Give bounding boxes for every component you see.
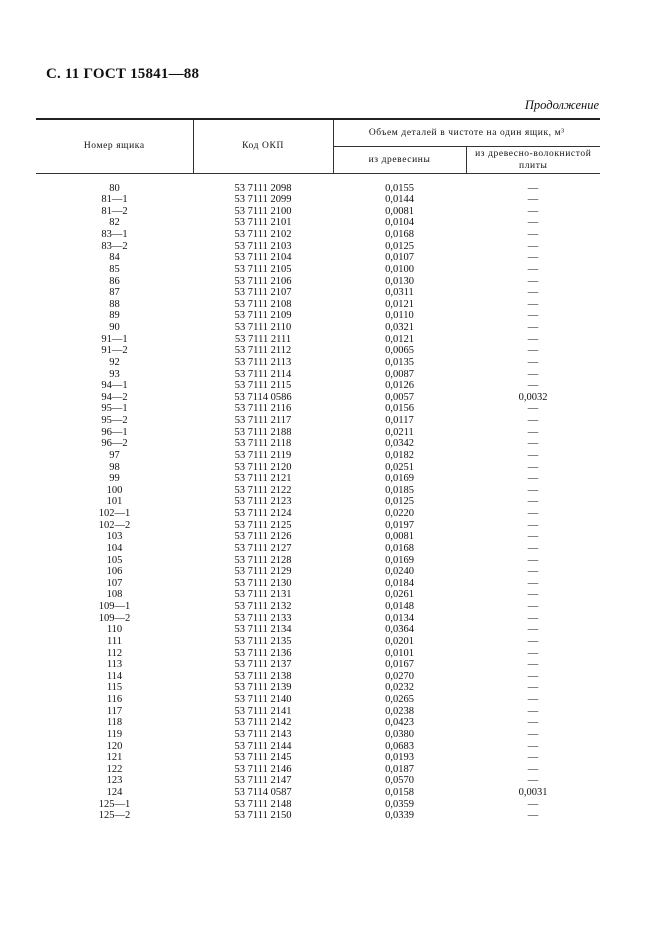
okp-code-cell: 53 7111 2145 [234,752,292,764]
box-number-cell: 103 [106,531,123,543]
box-number-cell: 102—2 [98,519,131,531]
table-row [36,310,600,322]
okp-code-cell: 53 7111 2126 [234,531,292,543]
box-number-cell: 82 [109,217,120,229]
okp-code-cell: 53 7111 2137 [234,659,292,671]
volume-fiberboard-cell: — [527,229,539,240]
box-number-cell: 83—1 [101,229,128,240]
volume-fiberboard-cell: — [527,217,539,229]
box-number-cell: 91—2 [101,345,128,357]
okp-code-cell: 53 7111 2111 [234,333,292,345]
box-number-cell: 98 [109,461,120,473]
header-volume: Объем деталей в чистоте на один ящик, м³ [333,119,600,146]
volume-wood-cell: 0,0342 [385,438,414,450]
okp-code-cell: 53 7111 2107 [234,287,292,299]
box-number-cell: 83—2 [101,240,128,252]
volume-fiberboard-cell: — [527,554,539,566]
box-number-cell: 81—1 [101,194,128,206]
table-row [36,741,600,753]
volume-fiberboard-cell: — [527,496,539,508]
okp-code-cell: 53 7111 2134 [234,624,292,636]
box-number-cell: 87 [109,287,120,299]
table-header [36,119,600,173]
box-number-cell: 109—1 [98,601,131,612]
okp-code-cell: 53 7111 2110 [234,322,292,333]
table-row [36,659,600,671]
okp-code-cell: 53 7111 2105 [234,263,292,275]
header-volume-wood: из древесины [333,146,466,173]
okp-code-cell: 53 7114 0587 [234,787,292,798]
okp-code-cell: 53 7111 2150 [234,810,292,822]
volume-fiberboard-cell: — [527,484,539,496]
volume-wood-cell: 0,0167 [385,659,414,671]
okp-code-cell: 53 7111 2103 [234,240,292,252]
table-row [36,787,600,799]
table-row [36,520,600,532]
okp-code-cell: 53 7111 2135 [234,635,292,647]
volume-fiberboard-cell: — [527,798,539,810]
box-number-cell: 109—2 [98,612,131,624]
volume-fiberboard-cell: — [527,380,539,392]
box-number-cell: 101 [106,496,123,508]
volume-fiberboard-cell: 0,0032 [518,391,548,403]
volume-wood-cell: 0,0144 [385,194,414,206]
page-header: С. 11 ГОСТ 15841—88 [46,66,200,82]
volume-wood-cell: 0,0121 [385,333,414,345]
volume-wood-cell: 0,0057 [385,391,414,403]
box-number-cell: 102—1 [98,508,131,519]
box-number-cell: 95—2 [101,415,128,426]
table-row [36,706,600,718]
volume-fiberboard-cell: — [527,670,539,682]
volume-fiberboard-cell: — [527,182,539,194]
table-row [36,589,600,601]
box-number-cell: 80 [109,182,120,194]
table-row [36,322,600,334]
volume-fiberboard-cell: — [527,449,539,461]
table-body [36,173,600,822]
table-row [36,729,600,741]
box-number-cell: 120 [106,740,123,752]
box-number-cell: 111 [107,635,122,647]
volume-fiberboard-cell: 0,0031 [518,787,548,798]
okp-code-cell: 53 7111 2147 [234,775,292,787]
box-number-cell: 118 [106,717,123,729]
volume-fiberboard-cell: — [527,473,539,485]
volume-wood-cell: 0,0187 [385,763,414,775]
volume-fiberboard-cell: — [527,426,539,438]
volume-fiberboard-cell: — [527,252,539,264]
volume-fiberboard-cell: — [527,519,539,531]
table-row [36,473,600,485]
volume-wood-cell: 0,0169 [385,554,414,566]
table-row [36,636,600,648]
volume-wood-cell: 0,0168 [385,542,414,554]
okp-code-cell: 53 7111 2112 [234,345,292,357]
table-row [36,252,600,264]
table-row [36,543,600,555]
okp-code-cell: 53 7111 2130 [234,577,292,589]
volume-wood-cell: 0,0232 [385,682,414,694]
box-number-cell: 89 [109,310,120,322]
table-row [36,380,600,392]
volume-fiberboard-cell: — [527,287,539,299]
volume-wood-cell: 0,0126 [385,380,414,392]
table-row [36,299,600,311]
volume-fiberboard-cell: — [527,728,539,740]
volume-wood-cell: 0,0100 [385,263,414,275]
table-row [36,799,600,811]
okp-code-cell: 53 7111 2138 [234,670,292,682]
box-number-cell: 93 [109,368,120,380]
volume-wood-cell: 0,0125 [385,240,414,252]
table-row [36,287,600,299]
volume-wood-cell: 0,0081 [385,531,414,543]
volume-wood-cell: 0,0110 [385,310,414,322]
okp-code-cell: 53 7111 2116 [234,403,292,415]
okp-code-cell: 53 7111 2109 [234,310,292,322]
volume-fiberboard-cell: — [527,740,539,752]
volume-fiberboard-cell: — [527,810,539,822]
volume-wood-cell: 0,0168 [385,229,414,240]
box-number-cell: 116 [106,694,123,705]
table-row [36,485,600,497]
volume-fiberboard-cell: — [527,194,539,206]
volume-wood-cell: 0,0087 [385,368,414,380]
header-okp-code: Код ОКП [193,119,333,173]
table-row [36,276,600,288]
okp-code-cell: 53 7111 2115 [234,380,292,392]
okp-code-cell: 53 7111 2118 [234,438,292,450]
table-row [36,682,600,694]
box-number-cell: 124 [106,787,123,798]
okp-code-cell: 53 7111 2132 [234,601,292,612]
table-row [36,775,600,787]
box-number-cell: 92 [109,356,120,368]
volume-wood-cell: 0,0251 [385,461,414,473]
volume-fiberboard-cell: — [527,682,539,694]
table-row [36,578,600,590]
volume-wood-cell: 0,0135 [385,356,414,368]
okp-code-cell: 53 7111 2141 [234,705,292,717]
volume-wood-cell: 0,0321 [385,322,414,333]
okp-code-cell: 53 7111 2101 [234,217,292,229]
box-number-cell: 104 [106,542,123,554]
okp-code-cell: 53 7111 2146 [234,763,292,775]
box-number-cell: 100 [106,484,123,496]
okp-code-cell: 53 7114 0586 [234,391,292,403]
okp-code-cell: 53 7111 2114 [234,368,292,380]
okp-code-cell: 53 7111 2129 [234,566,292,578]
table-row [36,496,600,508]
volume-wood-cell: 0,0107 [385,252,414,264]
volume-table [36,118,600,822]
okp-code-cell: 53 7111 2131 [234,589,292,601]
okp-code-cell: 53 7111 2127 [234,542,292,554]
volume-fiberboard-cell: — [527,647,539,659]
box-number-cell: 117 [106,705,123,717]
box-number-cell: 122 [106,763,123,775]
volume-wood-cell: 0,0364 [385,624,414,636]
okp-code-cell: 53 7111 2102 [234,229,292,240]
box-number-cell: 97 [109,449,120,461]
volume-fiberboard-cell: — [527,461,539,473]
box-number-cell: 86 [109,275,120,287]
okp-code-cell: 53 7111 2106 [234,275,292,287]
table-row [36,173,600,194]
table-row [36,403,600,415]
volume-fiberboard-cell: — [527,577,539,589]
volume-wood-cell: 0,0121 [385,298,414,310]
volume-wood-cell: 0,0240 [385,566,414,578]
volume-wood-cell: 0,0169 [385,473,414,485]
okp-code-cell: 53 7111 2113 [234,356,292,368]
volume-fiberboard-cell: — [527,717,539,729]
volume-fiberboard-cell: — [527,694,539,705]
volume-wood-cell: 0,0185 [385,484,414,496]
table-row [36,345,600,357]
table-row [36,764,600,776]
volume-fiberboard-cell: — [527,310,539,322]
table-row [36,217,600,229]
box-number-cell: 90 [109,322,120,333]
okp-code-cell: 53 7111 2139 [234,682,292,694]
volume-fiberboard-cell: — [527,345,539,357]
volume-fiberboard-cell: — [527,624,539,636]
volume-wood-cell: 0,0359 [385,798,414,810]
volume-fiberboard-cell: — [527,635,539,647]
volume-wood-cell: 0,0081 [385,205,414,217]
volume-wood-cell: 0,0184 [385,577,414,589]
volume-fiberboard-cell: — [527,601,539,612]
volume-fiberboard-cell: — [527,368,539,380]
okp-code-cell: 53 7111 2128 [234,554,292,566]
volume-wood-cell: 0,0197 [385,519,414,531]
volume-wood-cell: 0,0134 [385,612,414,624]
volume-wood-cell: 0,0148 [385,601,414,612]
table-row [36,694,600,706]
box-number-cell: 94—1 [101,380,128,392]
table-row [36,613,600,625]
volume-fiberboard-cell: — [527,612,539,624]
continuation-label: Продолжение [524,98,599,112]
okp-code-cell: 53 7111 2136 [234,647,292,659]
volume-wood-cell: 0,0311 [385,287,414,299]
volume-fiberboard-cell: — [527,403,539,415]
volume-wood-cell: 0,0130 [385,275,414,287]
okp-code-cell: 53 7111 2143 [234,728,292,740]
table-row [36,357,600,369]
volume-wood-cell: 0,0117 [385,415,414,426]
volume-wood-cell: 0,0182 [385,449,414,461]
table-row [36,241,600,253]
okp-code-cell: 53 7111 2123 [234,496,292,508]
volume-wood-cell: 0,0156 [385,403,414,415]
volume-fiberboard-cell: — [527,333,539,345]
volume-fiberboard-cell: — [527,566,539,578]
box-number-cell: 99 [109,473,120,485]
okp-code-cell: 53 7111 2142 [234,717,292,729]
table-row [36,566,600,578]
okp-code-cell: 53 7111 2117 [234,415,292,426]
volume-wood-cell: 0,0104 [385,217,414,229]
table-row [36,334,600,346]
okp-code-cell: 53 7111 2125 [234,519,292,531]
table-row [36,508,600,520]
okp-code-cell: 53 7111 2148 [234,798,292,810]
volume-fiberboard-cell: — [527,263,539,275]
box-number-cell: 114 [106,670,123,682]
table-row [36,624,600,636]
volume-wood-cell: 0,0211 [385,426,414,438]
box-number-cell: 88 [109,298,120,310]
okp-code-cell: 53 7111 2133 [234,612,292,624]
table-row [36,206,600,218]
box-number-cell: 95—1 [101,403,128,415]
volume-fiberboard-cell: — [527,205,539,217]
volume-wood-cell: 0,0380 [385,728,414,740]
okp-code-cell: 53 7111 2124 [234,508,292,519]
table-row [36,810,600,822]
table-row [36,450,600,462]
table-row [36,717,600,729]
volume-fiberboard-cell: — [527,298,539,310]
box-number-cell: 110 [106,624,123,636]
volume-fiberboard-cell: — [527,508,539,519]
volume-fiberboard-cell: — [527,356,539,368]
table-row [36,369,600,381]
volume-wood-cell: 0,0158 [385,787,414,798]
volume-fiberboard-cell: — [527,275,539,287]
volume-wood-cell: 0,0261 [385,589,414,601]
volume-fiberboard-cell: — [527,240,539,252]
volume-fiberboard-cell: — [527,763,539,775]
header-volume-fiberboard: из древесно-волокнистой плиты [466,146,600,173]
volume-fiberboard-cell: — [527,322,539,333]
okp-code-cell: 53 7111 2121 [234,473,292,485]
table-row [36,648,600,660]
box-number-cell: 81—2 [101,205,128,217]
volume-wood-cell: 0,0265 [385,694,414,705]
okp-code-cell: 53 7111 2108 [234,298,292,310]
okp-code-cell: 53 7111 2122 [234,484,292,496]
box-number-cell: 125—2 [98,810,131,822]
volume-wood-cell: 0,0125 [385,496,414,508]
table-row [36,752,600,764]
volume-wood-cell: 0,0423 [385,717,414,729]
box-number-cell: 108 [106,589,123,601]
volume-fiberboard-cell: — [527,752,539,764]
table-row [36,462,600,474]
okp-code-cell: 53 7111 2104 [234,252,292,264]
volume-wood-cell: 0,0193 [385,752,414,764]
volume-wood-cell: 0,0683 [385,740,414,752]
box-number-cell: 96—1 [101,426,128,438]
box-number-cell: 85 [109,263,120,275]
volume-wood-cell: 0,0101 [385,647,414,659]
volume-wood-cell: 0,0238 [385,705,414,717]
volume-fiberboard-cell: — [527,659,539,671]
okp-code-cell: 53 7111 2120 [234,461,292,473]
table-row [36,427,600,439]
volume-fiberboard-cell: — [527,542,539,554]
box-number-cell: 106 [106,566,123,578]
table-row [36,438,600,450]
box-number-cell: 119 [106,728,123,740]
okp-code-cell: 53 7111 2098 [234,182,292,194]
box-number-cell: 94—2 [101,391,128,403]
okp-code-cell: 53 7111 2119 [234,449,292,461]
box-number-cell: 84 [109,252,120,264]
volume-wood-cell: 0,0201 [385,635,414,647]
box-number-cell: 112 [106,647,123,659]
box-number-cell: 113 [106,659,123,671]
box-number-cell: 91—1 [101,333,128,345]
box-number-cell: 121 [106,752,123,764]
okp-code-cell: 53 7111 2099 [234,194,292,206]
okp-code-cell: 53 7111 2100 [234,205,292,217]
volume-fiberboard-cell: — [527,415,539,426]
table-row [36,392,600,404]
box-number-cell: 105 [106,554,123,566]
table-row [36,415,600,427]
box-number-cell: 115 [106,682,123,694]
table-row [36,194,600,206]
volume-wood-cell: 0,0220 [385,508,414,519]
volume-fiberboard-cell: — [527,438,539,450]
table-row [36,264,600,276]
volume-wood-cell: 0,0570 [385,775,414,787]
okp-code-cell: 53 7111 2144 [234,740,292,752]
volume-fiberboard-cell: — [527,589,539,601]
header-box-number: Номер ящика [36,119,193,173]
box-number-cell: 96—2 [101,438,128,450]
box-number-cell: 123 [106,775,123,787]
volume-fiberboard-cell: — [527,531,539,543]
table-row [36,229,600,241]
volume-wood-cell: 0,0065 [385,345,414,357]
box-number-cell: 125—1 [98,798,131,810]
box-number-cell: 107 [106,577,123,589]
table-row [36,601,600,613]
volume-fiberboard-cell: — [527,775,539,787]
table-row [36,555,600,567]
table-row [36,671,600,683]
volume-wood-cell: 0,0270 [385,670,414,682]
volume-wood-cell: 0,0155 [385,182,414,194]
volume-wood-cell: 0,0339 [385,810,414,822]
volume-fiberboard-cell: — [527,705,539,717]
okp-code-cell: 53 7111 2140 [234,694,292,705]
okp-code-cell: 53 7111 2188 [234,426,292,438]
table-row [36,531,600,543]
